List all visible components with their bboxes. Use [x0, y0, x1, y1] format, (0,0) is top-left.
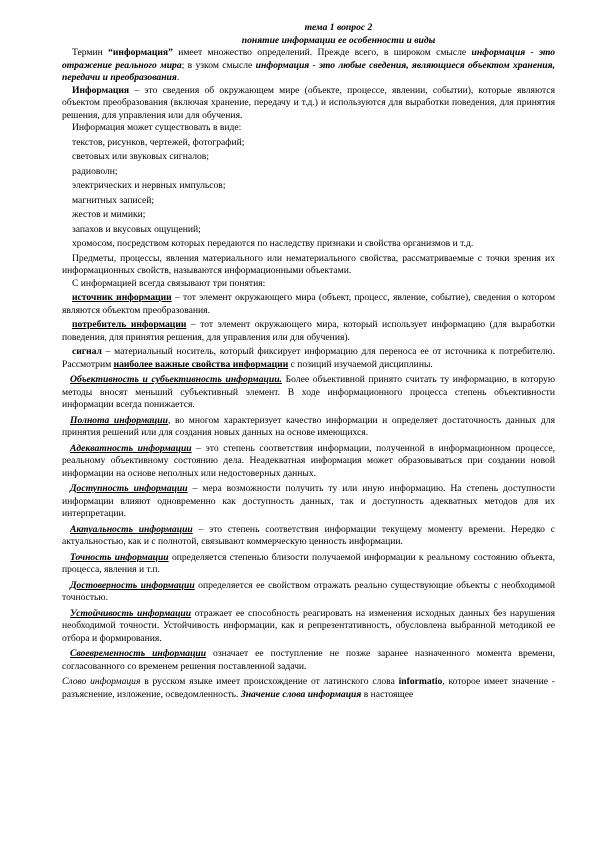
term-bold: Информация [72, 84, 130, 96]
paragraph-consumer [62, 319, 555, 344]
definition-narrow: информация - это любые сведения, являющиеся объектом хранения, передачи и преобразования [62, 59, 555, 83]
paragraph-adequacy [62, 443, 555, 481]
text-run: в настоящее [361, 688, 414, 700]
text-run: определяется степенью близости получаемой информации к реальному состоянию объекта, процесса, явления и т.п. [62, 551, 556, 575]
list-item: жестов и мимики; [72, 209, 146, 220]
term-quoted: “информация” [108, 47, 173, 58]
text-run: – это степень соответствия информации текущему моменту времени. Нередко с актуальностью, как и с полнотой, связывают коммерческую ценность информации. [62, 523, 556, 547]
text-run: Термин [72, 47, 109, 58]
list-item: запахов и вкусовых ощущений; [72, 223, 201, 235]
text-run: – это степень соответствия информации, полученной в информационном процессе, реальному объективному состоянию дела. Неадекватная информация может образовываться при создании новой информации на основе неполных или недостоверных данных. [62, 442, 556, 479]
list-item: световых или звуковых сигналов; [72, 151, 209, 162]
property-heading: Достоверность информации [70, 579, 195, 591]
term-italic: Слово информация [62, 676, 141, 687]
property-heading: Своевременность информации [70, 648, 207, 659]
paragraph-reliability [62, 580, 555, 605]
property-heading: Актуальность информации [70, 523, 193, 535]
text-run: , во многом характеризует качество информации и определяет достаточность данных для принятия решений или для создания новых данных на основе имеющихся. [62, 414, 556, 438]
paragraph-information-definition [62, 85, 555, 123]
paragraph-accuracy [62, 552, 555, 577]
text-run: – материальный носитель, который фиксирует информацию для переноса ее от источника к потребителю. Рассмотрим [62, 346, 555, 370]
paragraph-source [62, 292, 555, 317]
property-heading: Адекватность информации [70, 442, 192, 454]
definition-broad: информация - это отражение реального мира [62, 47, 556, 71]
text-run: с позиций изучаемой дисциплины. [288, 358, 433, 370]
property-heading: Полнота информации [70, 414, 168, 426]
text-run: – тот элемент окружающего мира (объект, процесс, явление, событие), сведения о котором являются объектом преобразования. [62, 292, 556, 316]
latin-word: informatio [398, 676, 443, 687]
term-source: источник информации [72, 292, 172, 303]
text-run: , которое имеет значение - разъяснение, изложение, осведомленность. [62, 676, 556, 700]
list-item: электрических и нервных импульсов; [72, 180, 226, 191]
text-run: ; в узком смысле [181, 59, 256, 71]
term-signal: сигнал [72, 346, 102, 357]
text-run: – тот элемент окружающего мира, который использует информацию (для выработки поведения, для принятия решения, для управления или для обучения). [62, 319, 555, 343]
paragraph-forms-intro: Информация может существовать в виде: [72, 122, 242, 133]
paragraph-stability [62, 608, 555, 646]
paragraph-objectivity [62, 374, 555, 412]
list-item: хромосом, посредством которых передаются по наследству признаки и свойства организмов и т.д. [72, 238, 474, 249]
forms-list [62, 137, 555, 251]
term-meaning: Значение слова информация [240, 688, 362, 700]
paragraph-term-definition [62, 47, 555, 85]
paragraph-timeliness [62, 648, 555, 673]
paragraph-signal [62, 346, 555, 371]
property-heading: Точность информации [70, 551, 169, 563]
text-run: означает ее поступление не позже заранее назначенного момента времени, согласованного со временем решения поставленной задачи. [62, 648, 555, 672]
paragraph-accessibility [62, 483, 555, 521]
topic-subtitle: понятие информации ее особенности и виды [241, 34, 436, 46]
list-item: текстов, рисунков, чертежей, фотографий; [72, 136, 245, 148]
text-run: имеет множество определений. Прежде всего, в широком смысле [172, 47, 472, 58]
text-run: в русском языке имеет происхождение от латинского слова [140, 676, 399, 687]
term-properties: наиболее важные свойства информации [113, 358, 289, 370]
paragraph-three-concepts: С информацией всегда связывают три понятия: [72, 277, 266, 289]
text-run: – мера возможности получить ту или иную информацию. На степень доступности информации влияют одновременно как доступность данных, так и доступность адекватных методов для их интерпретации. [62, 483, 555, 519]
text-run: отражает ее способность реагировать на изменения исходных данных без нарушения необходимой точности. Устойчивость информации, как и репрезентативность, обусловлена выбранной методикой ее отбора и формирования. [62, 607, 556, 644]
text-run: – это сведения об окружающем мире (объекте, процессе, явлении, событии), которые являются объектом преобразования (включая хранение, передачу и т.д.) и используются для выработки поведения, для принятия решения, для управления или для обучения. [62, 84, 555, 121]
property-heading: Доступность информации [70, 483, 188, 494]
list-item: радиоволн; [72, 165, 118, 177]
paragraph-relevance [62, 524, 555, 549]
paragraph-completeness [62, 415, 555, 440]
term-consumer: потребитель информации [72, 319, 187, 330]
paragraph-etymology [62, 676, 555, 701]
topic-title: тема 1 вопрос 2 [304, 22, 373, 33]
property-heading: Объективность и субъективность информации. [70, 374, 282, 385]
text-run: . [176, 72, 180, 83]
text-run: определяется ее свойством отражать реально существующие объекты с необходимой точностью. [62, 579, 555, 603]
property-heading: Устойчивость информации [70, 607, 192, 619]
text-run: Более объективной принято считать ту информацию, в которую методы вносят меньший субъективный элемент. В ходе информационного процесса степень объективности информации всегда понижается. [62, 374, 556, 410]
paragraph-information-objects: Предметы, процессы, явления материального или нематериального свойства, рассматриваемые с точки зрения их информационных свойств, называются информационными объектами. [62, 252, 555, 276]
list-item: магнитных записей; [72, 194, 155, 206]
